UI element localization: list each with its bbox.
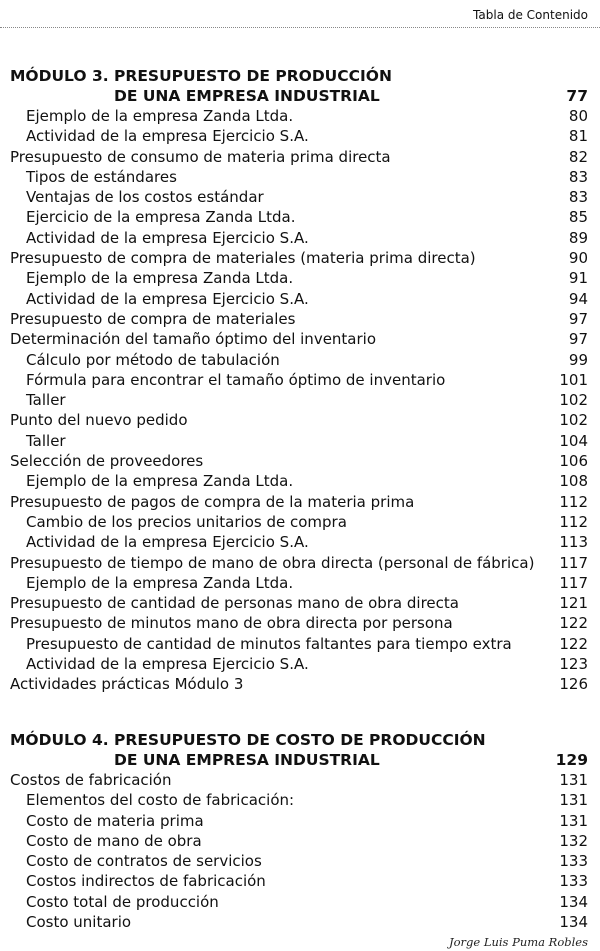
- toc-entry[interactable]: [10, 207, 588, 227]
- header-divider: [0, 27, 600, 28]
- toc-entry-text: Ejemplo de la empresa Zanda Ltda.: [26, 107, 294, 125]
- toc-entry-page: 85: [568, 208, 588, 227]
- toc-entry-text: Actividades prácticas Módulo 3: [10, 675, 244, 694]
- toc-entry-page: 117: [559, 553, 588, 572]
- toc-entry-page: 131: [559, 791, 588, 810]
- toc-entry-text: Costo de mano de obra: [26, 831, 202, 850]
- toc-entry-page: 104: [559, 431, 588, 450]
- toc-entry-text: Actividad de la empresa Ejercicio S.A.: [26, 289, 309, 308]
- toc-entry-text: Elementos del costo de fabricación:: [26, 791, 295, 810]
- toc-entry-text: Presupuesto de tiempo de mano de obra directa (personal de fábrica): [10, 553, 535, 572]
- module-title-line1: MÓDULO 3. PRESUPUESTO DE PRODUCCIÓN: [10, 67, 392, 85]
- toc-entry[interactable]: [10, 451, 588, 471]
- toc-entry-text: Selección de proveedores: [10, 452, 204, 471]
- toc-entry-page: 102: [559, 411, 588, 430]
- toc-entry[interactable]: [10, 634, 588, 654]
- toc-entry-text: Cambio de los precios unitarios de compra: [26, 512, 347, 531]
- toc-entry[interactable]: [10, 912, 588, 932]
- toc-entry-text: Punto del nuevo pedido: [10, 411, 188, 430]
- toc-entry[interactable]: [10, 553, 588, 573]
- toc-entry[interactable]: [10, 228, 588, 248]
- toc-entry-page: 122: [559, 614, 588, 633]
- toc-entry-page: 126: [559, 675, 588, 694]
- toc-entry[interactable]: [10, 248, 588, 268]
- toc-entry-text: Ejemplo de la empresa Zanda Ltda.: [26, 472, 294, 491]
- toc-module-4: [10, 730, 588, 932]
- toc-entry-text: Fórmula para encontrar el tamaño óptimo de inventario: [26, 370, 446, 389]
- toc-entry-text: Actividad de la empresa Ejercicio S.A.: [26, 655, 309, 674]
- toc-entry-text: Costo unitario: [26, 913, 132, 932]
- toc-entry-page: 121: [559, 594, 588, 613]
- toc-entry[interactable]: [10, 289, 588, 309]
- module-title-line2: [10, 86, 588, 106]
- toc-entry-page: 97: [568, 309, 588, 328]
- toc-entry-text: Presupuesto de consumo de materia prima directa: [10, 147, 391, 166]
- toc-entry-page: 122: [559, 634, 588, 653]
- toc-entry-page: 133: [559, 872, 588, 891]
- toc-entry-text: Presupuesto de cantidad de minutos faltantes para tiempo extra: [26, 634, 512, 653]
- module-title-line1: MÓDULO 4. PRESUPUESTO DE COSTO DE PRODUCCIÓN: [10, 731, 486, 749]
- toc-entry-text: Costo total de producción: [26, 892, 219, 911]
- toc-entry-page: 90: [568, 249, 588, 268]
- toc-entry[interactable]: [10, 187, 588, 207]
- toc-entry-text: Presupuesto de compra de materiales: [10, 309, 296, 328]
- toc-entry-text: Taller: [26, 391, 66, 410]
- toc-entry[interactable]: [10, 613, 588, 633]
- toc-entry-text: Taller: [26, 431, 66, 450]
- toc-entry-page: 83: [568, 167, 588, 186]
- toc-entry-page: 81: [568, 127, 588, 146]
- toc-entry-text: Presupuesto de pagos de compra de la materia prima: [10, 492, 415, 511]
- toc-entry-page: 102: [559, 391, 588, 410]
- toc-entry-page: 133: [559, 852, 588, 871]
- toc-entry[interactable]: [10, 573, 588, 593]
- toc-entry-text: Tipos de estándares: [26, 167, 177, 186]
- toc-entry-text: Costo de materia prima: [26, 811, 204, 830]
- toc-entry[interactable]: [10, 654, 588, 674]
- author-footer: Jorge Luis Puma Robles: [448, 935, 588, 949]
- toc-entry-text: Ejercicio de la empresa Zanda Ltda.: [26, 208, 296, 227]
- toc-entry-page: 91: [568, 269, 588, 288]
- running-header: Tabla de Contenido: [473, 8, 588, 22]
- toc-entry-text: Actividad de la empresa Ejercicio S.A.: [26, 127, 309, 146]
- toc-entry[interactable]: [10, 892, 588, 912]
- toc-entry-text: Costo de contratos de servicios: [26, 852, 262, 871]
- toc-entry[interactable]: [10, 126, 588, 146]
- toc-entry-page: 99: [568, 350, 588, 369]
- module-title-line2: [10, 750, 588, 770]
- toc-entry-page: 83: [568, 188, 588, 207]
- toc-entry-page: 97: [568, 330, 588, 349]
- toc-entry-text: Ejemplo de la empresa Zanda Ltda.: [26, 269, 294, 288]
- module-subtitle: DE UNA EMPRESA INDUSTRIAL: [114, 87, 380, 105]
- toc-entry-page: 131: [559, 811, 588, 830]
- toc-entry-page: 132: [559, 831, 588, 850]
- toc-entry[interactable]: [10, 309, 588, 329]
- toc-entry-text: Costos de fabricación: [10, 771, 172, 789]
- toc-entry[interactable]: [10, 431, 588, 451]
- toc-entry-text: Presupuesto de compra de materiales (materia prima directa): [10, 249, 476, 268]
- toc-entry[interactable]: [10, 329, 588, 349]
- toc-entry-page: 108: [559, 472, 588, 491]
- toc-entry[interactable]: [10, 350, 588, 370]
- toc-entry[interactable]: [10, 811, 588, 831]
- toc-entry[interactable]: [10, 674, 588, 694]
- toc-entry-page: 89: [568, 228, 588, 247]
- toc-entry-page: 94: [568, 289, 588, 308]
- toc-entry-text: Actividad de la empresa Ejercicio S.A.: [26, 228, 309, 247]
- toc-entry[interactable]: [10, 770, 588, 790]
- toc-entry[interactable]: [10, 471, 588, 491]
- toc-entry[interactable]: [10, 106, 588, 126]
- toc-entry-page: 82: [568, 147, 588, 166]
- toc-entry-text: Ventajas de los costos estándar: [26, 188, 264, 207]
- toc-entry[interactable]: [10, 147, 588, 167]
- toc-entry[interactable]: [10, 512, 588, 532]
- toc-entry[interactable]: [10, 593, 588, 613]
- toc-entry-page: 134: [559, 913, 588, 932]
- toc-entry-text: Cálculo por método de tabulación: [26, 350, 280, 369]
- toc-entry-page: 112: [559, 512, 588, 531]
- toc-entry[interactable]: [10, 532, 588, 552]
- toc-entry[interactable]: [10, 167, 588, 187]
- toc-entry-page: 134: [559, 892, 588, 911]
- module-page-number: 77: [566, 87, 588, 105]
- toc-entry[interactable]: [10, 851, 588, 871]
- toc-entry[interactable]: [10, 370, 588, 390]
- toc-entry-page: 123: [559, 655, 588, 674]
- toc-entry[interactable]: [10, 831, 588, 851]
- toc-entry[interactable]: [10, 871, 588, 891]
- toc-entry-page: 80: [568, 107, 588, 125]
- toc-entry-page: 112: [559, 492, 588, 511]
- toc-entry-text: Costos indirectos de fabricación: [26, 872, 266, 891]
- toc-entry[interactable]: [10, 492, 588, 512]
- toc-entry-text: Determinación del tamaño óptimo del inventario: [10, 330, 377, 349]
- toc-entry[interactable]: [10, 790, 588, 810]
- toc-entry-text: Presupuesto de cantidad de personas mano de obra directa: [10, 594, 459, 613]
- toc-module-3: [10, 66, 588, 695]
- toc-entry-text: Ejemplo de la empresa Zanda Ltda.: [26, 573, 294, 592]
- toc-entry-page: 106: [559, 452, 588, 471]
- toc-entry-page: 101: [559, 370, 588, 389]
- toc-entry-page: 117: [559, 573, 588, 592]
- module-subtitle: DE UNA EMPRESA INDUSTRIAL: [114, 751, 380, 769]
- toc-entry[interactable]: [10, 268, 588, 288]
- module-page-number: 129: [555, 751, 588, 769]
- toc-entry[interactable]: [10, 390, 588, 410]
- toc-entry-page: 131: [559, 771, 588, 789]
- toc-entry-text: Actividad de la empresa Ejercicio S.A.: [26, 533, 309, 552]
- toc-entry-page: 113: [559, 533, 588, 552]
- toc-entry-text: Presupuesto de minutos mano de obra directa por persona: [10, 614, 453, 633]
- toc-entry[interactable]: [10, 410, 588, 430]
